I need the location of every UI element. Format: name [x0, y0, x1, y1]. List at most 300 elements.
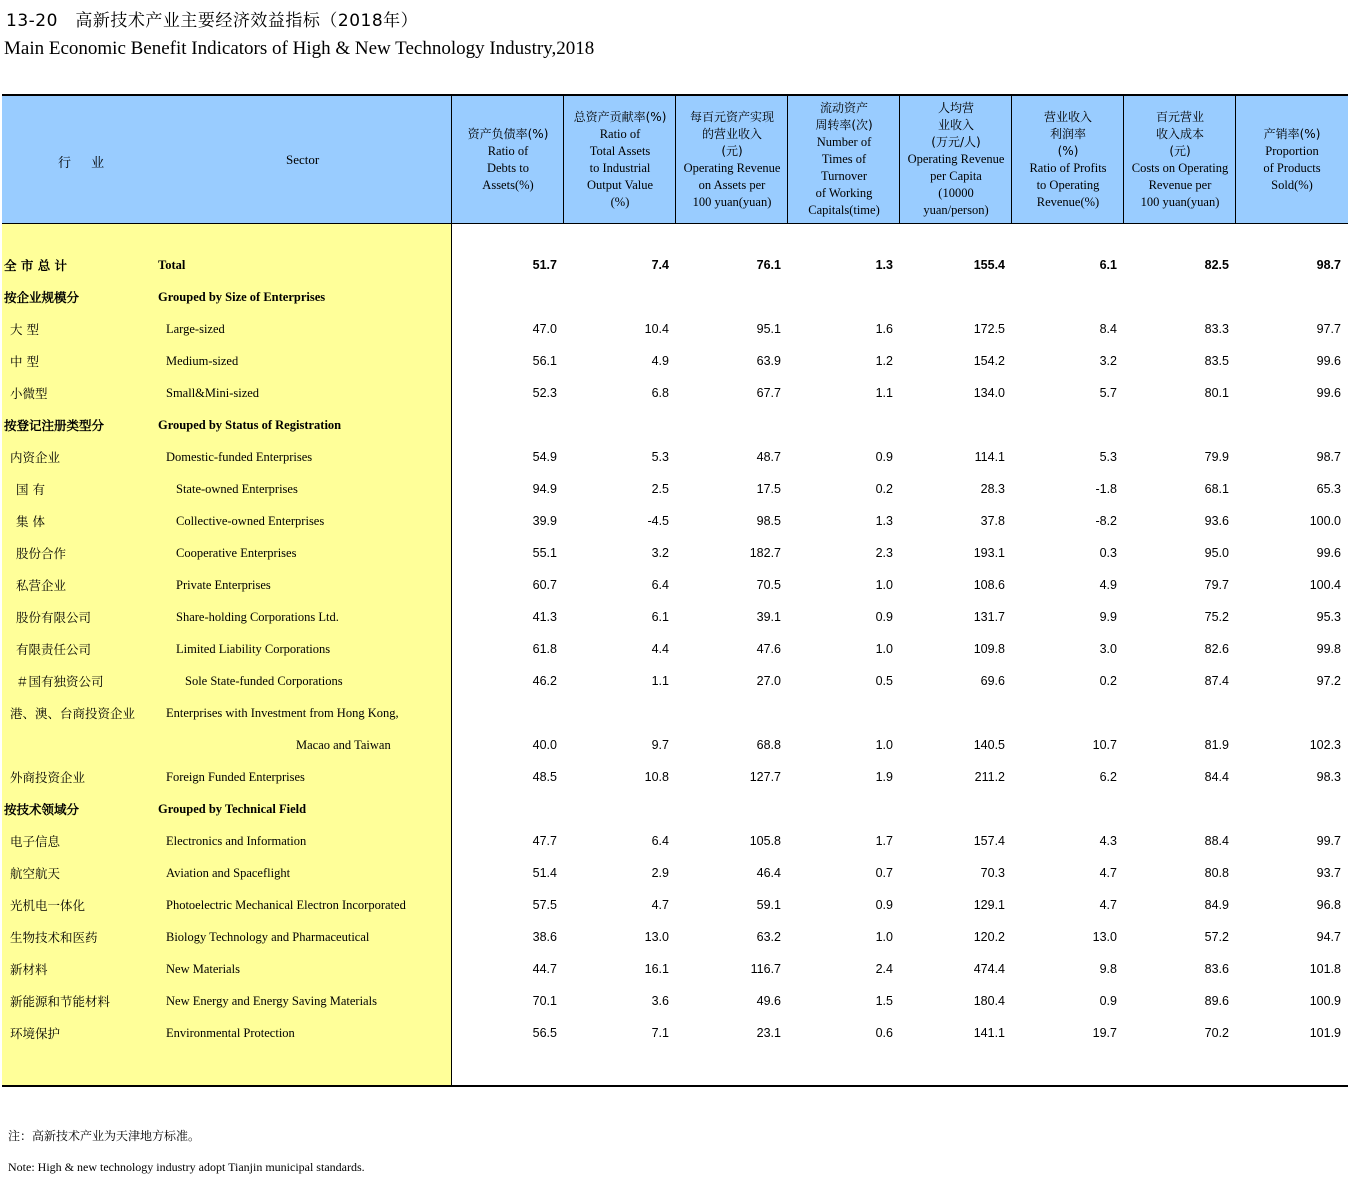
row-value-col-2: 9.7: [651, 738, 669, 752]
row-label-en: Domestic-funded Enterprises: [166, 450, 313, 464]
row-value-col-7: 82.6: [1204, 642, 1229, 656]
row-value-col-8: 101.8: [1309, 962, 1341, 976]
row-value-col-2: -4.5: [647, 514, 669, 528]
table-row: [0, 704, 1348, 736]
row-label-cn: ＃国有独资公司: [16, 674, 104, 689]
header-col-2-cn: 总资产贡献率(%): [573, 109, 667, 124]
header-col-2: [564, 96, 676, 223]
table-title-en: Main Economic Benefit Indicators of High & New Technology Industry,2018: [4, 38, 595, 59]
header-col-1-cn: 资产负债率(%): [467, 126, 549, 141]
row-value-col-4: 1.9: [875, 770, 893, 784]
row-label-en: Grouped by Size of Enterprises: [158, 290, 326, 304]
row-value-col-6: -1.8: [1095, 482, 1117, 496]
row-value-col-7: 80.8: [1204, 866, 1229, 880]
row-value-col-6: 0.2: [1099, 674, 1117, 688]
row-value-col-2: 2.9: [651, 866, 669, 880]
row-label-cn: 按登记注册类型分: [4, 418, 105, 433]
row-value-col-6: 4.3: [1099, 834, 1117, 848]
row-label-en: Medium-sized: [166, 354, 239, 368]
row-label-cn: 内资企业: [10, 450, 61, 465]
row-value-col-1: 54.9: [532, 450, 557, 464]
row-value-col-7: 95.0: [1204, 546, 1229, 560]
header-col-3-en-line: 100 yuan(yuan): [692, 194, 772, 209]
row-value-col-1: 47.7: [532, 834, 557, 848]
note-en: Note: High & new technology industry adopt Tianjin municipal standards.: [8, 1160, 365, 1174]
header-col-separator: [787, 96, 788, 223]
header-col-5-cn: 人均营: [937, 101, 974, 115]
row-value-col-3: 182.7: [749, 546, 781, 560]
row-value-col-7: 87.4: [1204, 674, 1229, 688]
table-row: [0, 960, 1348, 992]
table-row: [0, 448, 1348, 480]
row-value-col-3: 17.5: [756, 482, 781, 496]
row-value-col-4: 1.0: [875, 578, 893, 592]
header-col-separator: [899, 96, 900, 223]
row-value-col-6: 0.3: [1099, 546, 1117, 560]
row-value-col-4: 1.6: [875, 322, 893, 336]
row-value-col-1: 61.8: [532, 642, 557, 656]
header-col-5-cn3: (万元/人): [931, 135, 981, 149]
table-title-cn: 13-20 高新技术产业主要经济效益指标（2018年）: [6, 11, 419, 31]
row-label-en: Small&Mini-sized: [166, 386, 260, 400]
header-col-1-en-line: Ratio of: [487, 143, 529, 158]
row-value-col-5: 140.5: [973, 738, 1005, 752]
row-label-cn: 全 市 总 计: [4, 258, 68, 273]
row-value-col-8: 99.6: [1316, 354, 1341, 368]
row-value-col-4: 0.6: [875, 1026, 893, 1040]
row-label-en: Enterprises with Investment from Hong Kong,: [166, 706, 399, 720]
row-value-col-6: 5.7: [1099, 386, 1117, 400]
row-label-cn: 大 型: [10, 322, 39, 337]
row-value-col-1: 51.7: [532, 258, 557, 272]
row-value-col-3: 67.7: [756, 386, 781, 400]
row-value-col-4: 0.5: [875, 674, 893, 688]
row-value-col-3: 116.7: [750, 962, 781, 976]
row-value-col-5: 114.1: [974, 450, 1005, 464]
header-col-7: [1124, 96, 1236, 223]
row-value-col-3: 27.0: [756, 674, 781, 688]
row-value-col-8: 99.6: [1316, 546, 1341, 560]
row-value-col-6: 9.9: [1099, 610, 1117, 624]
row-value-col-3: 105.8: [749, 834, 781, 848]
header-col-6-cn2: 利润率: [1049, 126, 1086, 141]
row-label-en: Biology Technology and Pharmaceutical: [166, 930, 370, 944]
row-value-col-5: 109.8: [973, 642, 1005, 656]
table-row: [0, 288, 1348, 320]
row-value-col-2: 4.4: [651, 642, 669, 656]
row-value-col-4: 1.2: [875, 354, 893, 368]
row-value-col-8: 98.7: [1316, 450, 1341, 464]
row-value-col-4: 0.9: [875, 898, 893, 912]
header-col-separator: [675, 96, 676, 223]
header-col-1-en-line: Assets(%): [482, 177, 534, 192]
row-value-col-8: 100.9: [1309, 994, 1341, 1008]
row-label-en: State-owned Enterprises: [176, 482, 298, 496]
row-value-col-5: 154.2: [973, 354, 1005, 368]
row-value-col-8: 97.7: [1316, 322, 1341, 336]
row-label-en: Collective-owned Enterprises: [176, 514, 325, 528]
header-col-4-en-line: Turnover: [820, 169, 868, 183]
row-label-en: Private Enterprises: [176, 578, 271, 592]
row-value-col-6: 6.1: [1099, 258, 1117, 272]
row-label-en: Macao and Taiwan: [296, 738, 391, 752]
row-label-en: Photoelectric Mechanical Electron Incorporated: [166, 898, 406, 912]
table-row: [0, 640, 1348, 672]
row-value-col-7: 57.2: [1204, 930, 1229, 944]
header-sector-en: Sector: [286, 152, 320, 167]
row-value-col-7: 81.9: [1204, 738, 1229, 752]
row-value-col-5: 157.4: [973, 834, 1005, 848]
row-value-col-2: 7.1: [651, 1026, 669, 1040]
table-row: [0, 544, 1348, 576]
row-label-cn: 股份合作: [16, 546, 67, 561]
row-value-col-6: 6.2: [1099, 770, 1117, 784]
row-value-col-1: 60.7: [532, 578, 557, 592]
row-value-col-7: 83.6: [1204, 962, 1229, 976]
row-value-col-5: 180.4: [973, 994, 1005, 1008]
table-row: [0, 864, 1348, 896]
row-value-col-3: 95.1: [756, 322, 781, 336]
row-value-col-2: 7.4: [651, 258, 669, 272]
row-value-col-6: 4.7: [1099, 898, 1117, 912]
table-row: [0, 352, 1348, 384]
row-value-col-7: 93.6: [1204, 514, 1229, 528]
table-row: [0, 896, 1348, 928]
header-col-2-en-line: to Industrial: [589, 160, 651, 175]
header-col-5-en-line: (10000: [938, 186, 974, 200]
bottom-rule: [2, 1085, 1348, 1087]
row-value-col-1: 38.6: [532, 930, 557, 944]
row-value-col-8: 99.6: [1316, 386, 1341, 400]
row-value-col-5: 120.2: [973, 930, 1005, 944]
header-col-4-en-line: Number of: [816, 135, 872, 149]
row-value-col-6: 4.9: [1099, 578, 1117, 592]
row-value-col-6: 8.4: [1099, 322, 1117, 336]
row-label-cn: 有限责任公司: [16, 642, 92, 657]
row-value-col-1: 39.9: [532, 514, 557, 528]
header-col-8-cn: 产销率(%): [1263, 126, 1321, 141]
row-value-col-7: 70.2: [1204, 1026, 1229, 1040]
row-value-col-2: 1.1: [651, 674, 669, 688]
row-value-col-3: 63.2: [756, 930, 781, 944]
header-col-4-en-line: Times of: [821, 152, 867, 166]
table-row: [0, 992, 1348, 1024]
header-col-separator: [1011, 96, 1012, 223]
row-label-cn: 私营企业: [16, 578, 67, 593]
header-col-4-cn: 流动资产: [819, 101, 868, 115]
row-value-col-4: 0.9: [875, 450, 893, 464]
row-value-col-8: 96.8: [1316, 898, 1341, 912]
row-value-col-2: 6.8: [651, 386, 669, 400]
row-value-col-1: 56.1: [532, 354, 557, 368]
row-label-en: New Materials: [166, 962, 240, 976]
header-col-5-en-line: yuan/person): [923, 203, 989, 217]
header-col-1: [452, 96, 564, 223]
row-value-col-2: 4.9: [651, 354, 669, 368]
header-col-separator: [1235, 96, 1236, 223]
header-col-2-en-line: (%): [610, 194, 630, 209]
note-cn: 注：高新技术产业为天津地方标准。: [8, 1129, 201, 1143]
row-value-col-5: 28.3: [980, 482, 1005, 496]
row-value-col-8: 95.3: [1316, 610, 1341, 624]
row-label-en: Electronics and Information: [166, 834, 307, 848]
header-industry-cn: 行 业: [58, 156, 113, 171]
row-value-col-4: 0.2: [875, 482, 893, 496]
header-col-3-cn3: (元): [721, 143, 743, 158]
row-value-col-7: 79.7: [1204, 578, 1229, 592]
row-value-col-3: 48.7: [756, 450, 781, 464]
table-row: [0, 928, 1348, 960]
row-label-en: Total: [158, 258, 186, 272]
row-value-col-5: 474.4: [973, 962, 1005, 976]
row-value-col-4: 1.7: [875, 834, 893, 848]
row-value-col-1: 55.1: [532, 546, 557, 560]
row-value-col-4: 1.3: [875, 258, 893, 272]
header-col-4-en-line: of Working: [815, 186, 873, 200]
row-value-col-7: 75.2: [1204, 610, 1229, 624]
row-value-col-2: 6.1: [651, 610, 669, 624]
header-col-4: [788, 96, 900, 223]
row-value-col-8: 94.7: [1316, 930, 1341, 944]
header-col-3: [676, 96, 788, 223]
row-value-col-2: 10.8: [644, 770, 669, 784]
row-value-col-6: 3.2: [1099, 354, 1117, 368]
header-col-6-cn3: (%): [1057, 143, 1079, 158]
header-col-6-cn: 营业收入: [1043, 109, 1092, 124]
row-label-cn: 集 体: [16, 514, 45, 529]
row-value-col-8: 65.3: [1316, 482, 1341, 496]
row-value-col-6: 10.7: [1092, 738, 1117, 752]
row-value-col-8: 99.8: [1316, 642, 1341, 656]
row-value-col-5: 141.1: [973, 1026, 1005, 1040]
row-value-col-1: 51.4: [532, 866, 557, 880]
row-value-col-3: 98.5: [756, 514, 781, 528]
header-col-8: [1236, 96, 1348, 223]
row-value-col-4: 0.7: [875, 866, 893, 880]
row-value-col-7: 68.1: [1204, 482, 1229, 496]
row-value-col-8: 93.7: [1316, 866, 1341, 880]
header-col-3-en-line: on Assets per: [698, 177, 766, 192]
row-value-col-5: 134.0: [973, 386, 1005, 400]
table-row: [0, 512, 1348, 544]
table-row: [0, 736, 1348, 768]
header-col-8-en-line: of Products: [1263, 160, 1321, 175]
table-row: [0, 384, 1348, 416]
row-label-en: New Energy and Energy Saving Materials: [166, 994, 377, 1008]
header-col-7-cn3: (元): [1169, 143, 1191, 158]
table-row: [0, 416, 1348, 448]
header-col-7-cn2: 收入成本: [1155, 126, 1204, 141]
header-col-4-cn2: 周转率(次): [815, 118, 873, 132]
header-col-2-en-line: Total Assets: [589, 143, 651, 158]
row-value-col-8: 101.9: [1309, 1026, 1341, 1040]
row-label-en: Grouped by Technical Field: [158, 802, 307, 816]
row-value-col-4: 1.5: [875, 994, 893, 1008]
row-label-en: Large-sized: [166, 322, 225, 336]
row-value-col-7: 84.9: [1204, 898, 1229, 912]
row-value-col-6: 19.7: [1092, 1026, 1117, 1040]
row-value-col-1: 40.0: [532, 738, 557, 752]
row-value-col-5: 108.6: [973, 578, 1005, 592]
row-value-col-6: 13.0: [1092, 930, 1117, 944]
row-value-col-1: 48.5: [532, 770, 557, 784]
row-value-col-8: 100.4: [1309, 578, 1341, 592]
row-value-col-7: 89.6: [1204, 994, 1229, 1008]
row-value-col-2: 6.4: [651, 834, 669, 848]
row-label-en: Cooperative Enterprises: [176, 546, 297, 560]
row-value-col-7: 84.4: [1204, 770, 1229, 784]
row-value-col-1: 70.1: [532, 994, 557, 1008]
header-col-2-en-line: Ratio of: [599, 126, 641, 141]
row-value-col-3: 49.6: [756, 994, 781, 1008]
header-col-3-en-line: Operating Revenue: [683, 160, 781, 175]
row-label-en: Sole State-funded Corporations: [185, 674, 343, 688]
row-value-col-4: 1.0: [875, 930, 893, 944]
row-value-col-8: 102.3: [1309, 738, 1341, 752]
header-col-separator: [563, 96, 564, 223]
row-value-col-4: 2.4: [875, 962, 893, 976]
row-value-col-7: 82.5: [1204, 258, 1229, 272]
row-value-col-6: -8.2: [1095, 514, 1117, 528]
row-label-cn: 电子信息: [10, 834, 61, 849]
row-value-col-1: 57.5: [532, 898, 557, 912]
row-value-col-2: 5.3: [651, 450, 669, 464]
row-label-cn: 股份有限公司: [16, 610, 92, 625]
row-value-col-5: 69.6: [980, 674, 1005, 688]
row-value-col-4: 1.3: [875, 514, 893, 528]
row-value-col-3: 46.4: [756, 866, 781, 880]
row-value-col-7: 88.4: [1204, 834, 1229, 848]
row-value-col-3: 47.6: [756, 642, 781, 656]
header-col-5-cn2: 业收入: [937, 118, 974, 132]
row-value-col-4: 1.0: [875, 642, 893, 656]
row-label-cn: 小微型: [10, 386, 48, 401]
row-value-col-1: 94.9: [532, 482, 557, 496]
header-col-7-en-line: Costs on Operating: [1131, 160, 1229, 175]
row-value-col-8: 97.2: [1316, 674, 1341, 688]
header-col-5: [900, 96, 1012, 223]
row-value-col-8: 98.7: [1316, 258, 1341, 272]
row-label-cn: 新材料: [10, 962, 48, 977]
row-value-col-4: 1.0: [875, 738, 893, 752]
row-value-col-4: 0.9: [875, 610, 893, 624]
row-label-en: Foreign Funded Enterprises: [166, 770, 305, 784]
row-value-col-4: 2.3: [875, 546, 893, 560]
row-value-col-2: 10.4: [644, 322, 669, 336]
header-col-6-en-line: Revenue(%): [1036, 194, 1100, 209]
row-value-col-7: 83.3: [1204, 322, 1229, 336]
row-label-cn: 光机电一体化: [10, 898, 86, 913]
table-row: [0, 800, 1348, 832]
row-value-col-6: 0.9: [1099, 994, 1117, 1008]
header-col-5-en-line: Operating Revenue: [907, 152, 1005, 166]
row-value-col-5: 155.4: [973, 258, 1005, 272]
row-value-col-5: 129.1: [973, 898, 1005, 912]
row-value-col-8: 100.0: [1309, 514, 1341, 528]
row-value-col-7: 79.9: [1204, 450, 1229, 464]
row-value-col-2: 2.5: [651, 482, 669, 496]
row-value-col-3: 59.1: [756, 898, 781, 912]
table-row: [0, 576, 1348, 608]
row-label-cn: 外商投资企业: [10, 770, 86, 785]
row-value-col-2: 3.2: [651, 546, 669, 560]
header-col-6-en-line: to Operating: [1036, 177, 1100, 192]
row-label-cn: 国 有: [16, 482, 45, 497]
row-value-col-1: 41.3: [532, 610, 557, 624]
row-value-col-2: 16.1: [644, 962, 669, 976]
row-label-cn: 航空航天: [10, 866, 61, 881]
row-value-col-7: 83.5: [1204, 354, 1229, 368]
header-col-7-en-line: Revenue per: [1148, 177, 1212, 192]
row-label-cn: 新能源和节能材料: [10, 994, 111, 1009]
row-value-col-3: 76.1: [756, 258, 781, 272]
row-value-col-6: 4.7: [1099, 866, 1117, 880]
row-value-col-1: 46.2: [532, 674, 557, 688]
row-label-en: Share-holding Corporations Ltd.: [176, 610, 339, 624]
row-value-col-3: 23.1: [756, 1026, 781, 1040]
table-row: [0, 256, 1348, 288]
header-col-1-en-line: Debts to: [486, 160, 529, 175]
header-col-3-cn2: 的营业收入: [701, 126, 762, 141]
row-value-col-3: 70.5: [756, 578, 781, 592]
table-row: [0, 672, 1348, 704]
row-label-en: Aviation and Spaceflight: [166, 866, 291, 880]
row-value-col-3: 63.9: [756, 354, 781, 368]
row-value-col-4: 1.1: [875, 386, 893, 400]
row-value-col-5: 37.8: [980, 514, 1005, 528]
table-row: [0, 480, 1348, 512]
row-value-col-6: 3.0: [1099, 642, 1117, 656]
row-label-en: Environmental Protection: [166, 1026, 295, 1040]
header-col-8-en-line: Sold(%): [1271, 177, 1313, 192]
row-label-cn: 环境保护: [10, 1026, 61, 1041]
row-value-col-8: 98.3: [1316, 770, 1341, 784]
row-value-col-2: 4.7: [651, 898, 669, 912]
header-col-7-cn: 百元营业: [1155, 109, 1204, 124]
row-value-col-1: 52.3: [532, 386, 557, 400]
row-value-col-3: 39.1: [756, 610, 781, 624]
header-col-4-en-line: Capitals(time): [808, 203, 880, 217]
row-value-col-8: 99.7: [1316, 834, 1341, 848]
row-value-col-5: 193.1: [973, 546, 1005, 560]
row-label-cn: 生物技术和医药: [10, 930, 98, 945]
row-label-cn: 按企业规模分: [4, 290, 80, 305]
header-col-6-en-line: Ratio of Profits: [1029, 160, 1107, 175]
row-label-cn: 港、澳、台商投资企业: [10, 706, 136, 721]
header-col-6: [1012, 96, 1124, 223]
row-value-col-7: 80.1: [1204, 386, 1229, 400]
header-col-3-cn: 每百元资产实现: [689, 109, 774, 124]
row-value-col-6: 9.8: [1099, 962, 1117, 976]
row-value-col-1: 44.7: [532, 962, 557, 976]
table-row: [0, 608, 1348, 640]
table-row: [0, 320, 1348, 352]
row-label-cn: 按技术领域分: [4, 802, 80, 817]
row-value-col-5: 70.3: [980, 866, 1005, 880]
row-label-en: Limited Liability Corporations: [176, 642, 331, 656]
row-label-en: Grouped by Status of Registration: [158, 418, 342, 432]
header-col-2-en-line: Output Value: [586, 177, 654, 192]
row-value-col-2: 13.0: [644, 930, 669, 944]
row-value-col-5: 211.2: [974, 770, 1005, 784]
header-col-8-en-line: Proportion: [1265, 143, 1319, 158]
row-value-col-1: 47.0: [532, 322, 557, 336]
table-row: [0, 768, 1348, 800]
header-col-7-en-line: 100 yuan(yuan): [1140, 194, 1220, 209]
table-row: [0, 832, 1348, 864]
row-value-col-5: 131.7: [973, 610, 1005, 624]
table-row: [0, 1024, 1348, 1056]
